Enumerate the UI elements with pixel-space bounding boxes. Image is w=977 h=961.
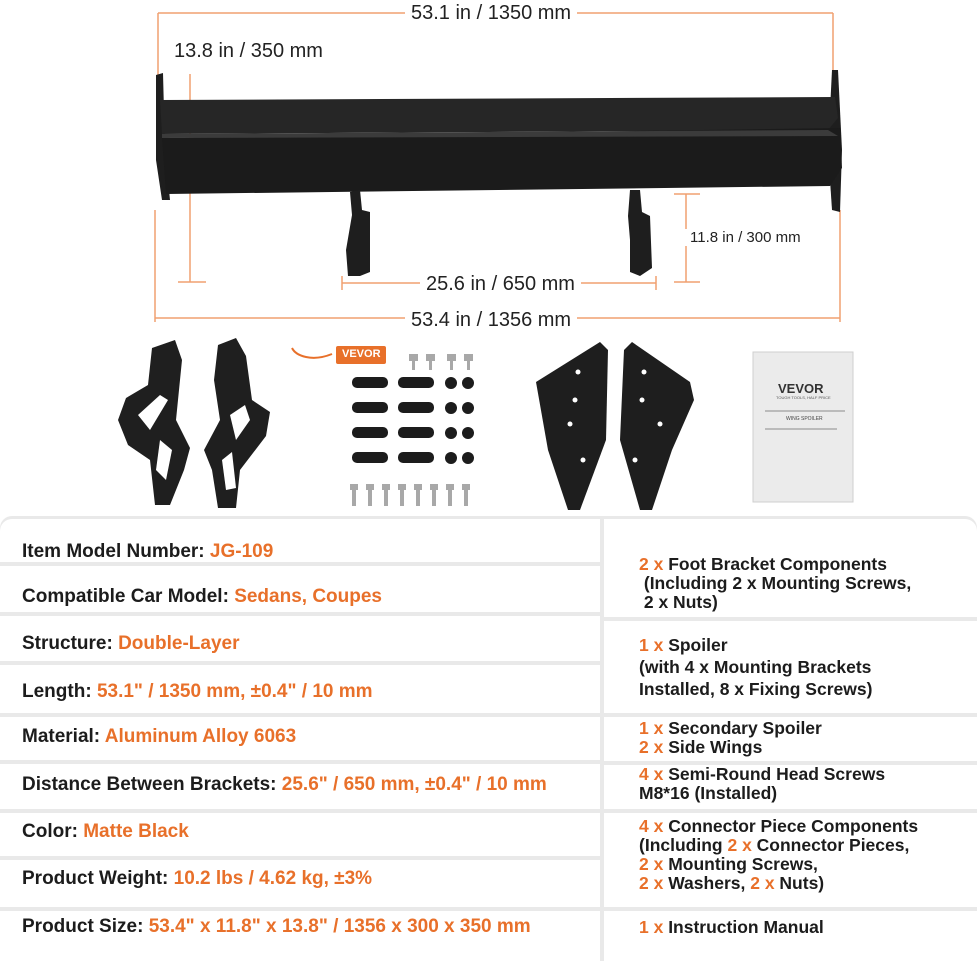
package-secondary-spoiler: 1 x Secondary Spoiler 2 x Side Wings	[639, 718, 822, 757]
manual-tagline: TOUGH TOOLS, HALF PRICE	[776, 395, 831, 400]
spec-length: Length: 53.1" / 1350 mm, ±0.4" / 10 mm	[22, 681, 373, 702]
manual-title: WING SPOILER	[786, 416, 823, 422]
tag-label: VEVOR	[342, 348, 381, 360]
spec-material: Material: Aluminum Alloy 6063	[22, 726, 297, 747]
dimension-total-width-top: 53.1 in / 1350 mm	[405, 2, 577, 25]
package-manual: 1 x Instruction Manual	[639, 917, 824, 937]
package-foot-brackets: 2 x Foot Bracket Components (Including 2 x Mounting Screws, 2 x Nuts)	[639, 554, 912, 612]
instruction-manual	[753, 352, 853, 502]
dimension-bracket-distance: 25.6 in / 650 mm	[420, 273, 581, 296]
spec-weight: Product Weight: 10.2 lbs / 4.62 kg, ±3%	[22, 868, 373, 889]
spec-bracket-distance: Distance Between Brackets: 25.6" / 650 mm, ±0.4" / 10 mm	[22, 774, 547, 795]
dimension-total-width-bottom: 53.4 in / 1356 mm	[405, 309, 577, 332]
package-connector-pieces: 4 x Connector Piece Components (Including 2 x Connector Pieces, 2 x Mounting Screws, 2 x Washers, 2 x Nuts)	[639, 816, 919, 893]
connector-pieces	[352, 377, 474, 464]
spec-item-model: Item Model Number: JG-109	[22, 541, 274, 562]
package-screws: 4 x Semi-Round Head Screws M8*16 (Installed)	[639, 764, 886, 803]
dimension-side-height: 13.8 in / 350 mm	[168, 40, 329, 63]
package-spoiler: 1 x Spoiler (with 4 x Mounting Brackets Installed, 8 x Fixing Screws)	[639, 635, 873, 699]
spec-color: Color: Matte Black	[22, 821, 189, 842]
side-wings	[536, 342, 694, 510]
spec-product-size: Product Size: 53.4" x 11.8" x 13.8" / 1356 x 300 x 350 mm	[22, 916, 531, 937]
spec-structure: Structure: Double-Layer	[22, 633, 240, 654]
dimension-bracket-height: 11.8 in / 300 mm	[684, 229, 807, 246]
spec-compatible-model: Compatible Car Model: Sedans, Coupes	[22, 586, 383, 607]
manual-brand: VEVOR	[778, 381, 824, 396]
